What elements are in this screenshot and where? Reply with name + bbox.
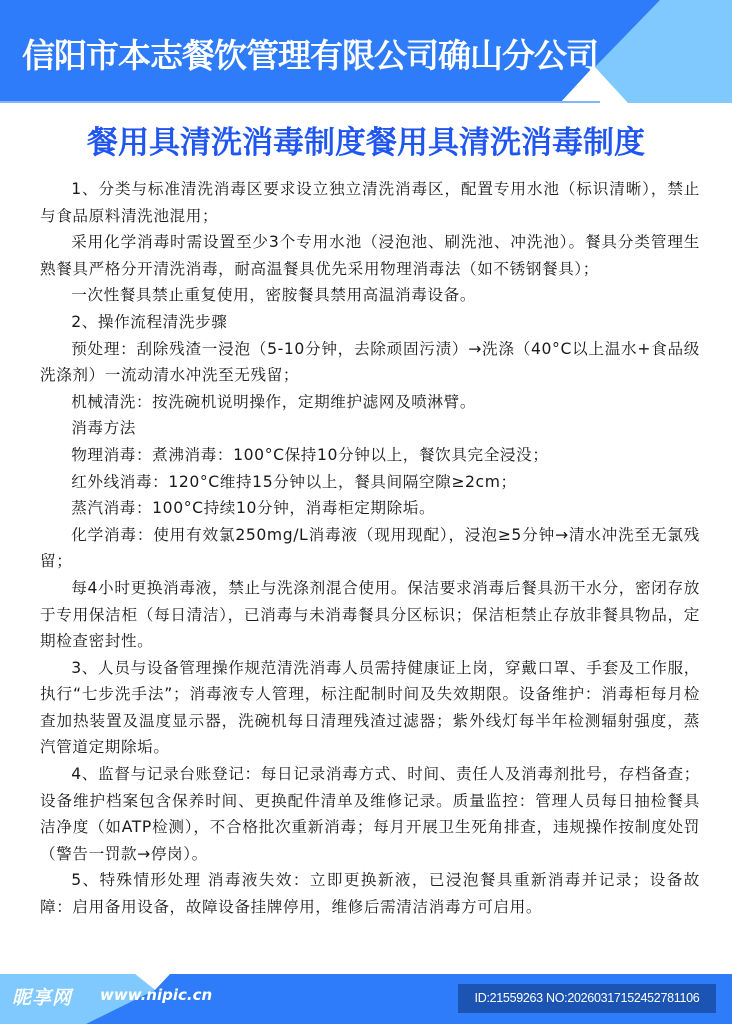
paragraph: 一次性餐具禁止重复使用，密胺餐具禁用高温消毒设备。	[71, 286, 477, 305]
document-body	[40, 176, 700, 921]
organization-title: 信阳市本志餐饮管理有限公司确山分公司	[22, 36, 598, 75]
paragraph: 3、人员与设备管理操作规范清洗消毒人员需持健康证上岗，穿戴口罩、手套及工作服，执行“七步洗手法”；消毒液专人管理，标注配制时间及失效期限。设备维护：消毒柜每月检查加热装置及温度显示器，洗碗机每日清理残渣过滤器；紫外线灯每半年检测辐射强度，蒸汽管道定期除垢。	[40, 658, 700, 757]
watermark-logo: 昵享网	[12, 987, 73, 1009]
paragraph: 预处理：刮除残渣一浸泡（5-10分钟，去除顽固污渍）→洗涤（40°C以上温水+食品级洗涤剂）一流动清水冲洗至无残留；	[40, 339, 700, 385]
paragraph: 化学消毒：使用有效氯250mg/L消毒液（现用现配），浸泡≥5分钟→清水冲洗至无氯残留；	[40, 525, 700, 571]
image-id-badge: ID:21559263 NO:20260317152452781106	[458, 984, 716, 1013]
paragraph: 物理消毒：煮沸消毒：100°C保持10分钟以上，餐饮具完全浸没；	[71, 445, 549, 464]
paragraph: 蒸汽消毒：100°C持续10分钟，消毒柜定期除垢。	[71, 499, 436, 518]
document-title: 餐用具清洗消毒制度餐用具清洗消毒制度	[87, 125, 645, 161]
paragraph: 4、监督与记录台账登记：每日记录消毒方式、时间、责任人及消毒剂批号，存档备查；设备维护档案包含保养时间、更换配件清单及维修记录。质量监控：管理人员每日抽检餐具洁净度（如ATP检测），不合格批次重新消毒；每月开展卫生死角排查，违规操作按制度处罚（警告一罚款→停岗）。	[40, 765, 700, 863]
subsection-heading: 消毒方法	[71, 419, 136, 438]
header-underline	[0, 101, 600, 103]
paragraph: 红外线消毒：120°C维持15分钟以上，餐具间隔空隙≥2cm；	[71, 472, 517, 491]
watermark-url[interactable]: www.nipic.cn	[100, 986, 213, 1004]
paragraph: 1、分类与标准清洗消毒区要求设立独立清洗消毒区，配置专用水池（标识清晰），禁止与食品原料清洗池混用；	[40, 180, 700, 225]
paragraph: 机械清洗：按洗碗机说明操作，定期维护滤网及喷淋臂。	[71, 392, 477, 411]
section-heading: 2、操作流程清洗步骤	[71, 312, 228, 331]
paragraph: 每4小时更换消毒液，禁止与洗涤剂混合使用。保洁要求消毒后餐具沥干水分，密闭存放于专用保洁柜（每日清洁），已消毒与未消毒餐具分区标识；保洁柜禁止存放非餐具物品，定期检查密封性。	[40, 578, 700, 651]
paragraph: 采用化学消毒时需设置至少3个专用水池（浸泡池、刷洗池、冲洗池）。餐具分类管理生熟餐具严格分开清洗消毒，耐高温餐具优先采用物理消毒法（如不锈钢餐具）；	[40, 233, 700, 278]
paragraph: 5、特殊情形处理 消毒液失效：立即更换新液，已浸泡餐具重新消毒并记录；设备故障：启用备用设备，故障设备挂牌停用，维修后需清洁消毒方可启用。	[40, 871, 700, 917]
